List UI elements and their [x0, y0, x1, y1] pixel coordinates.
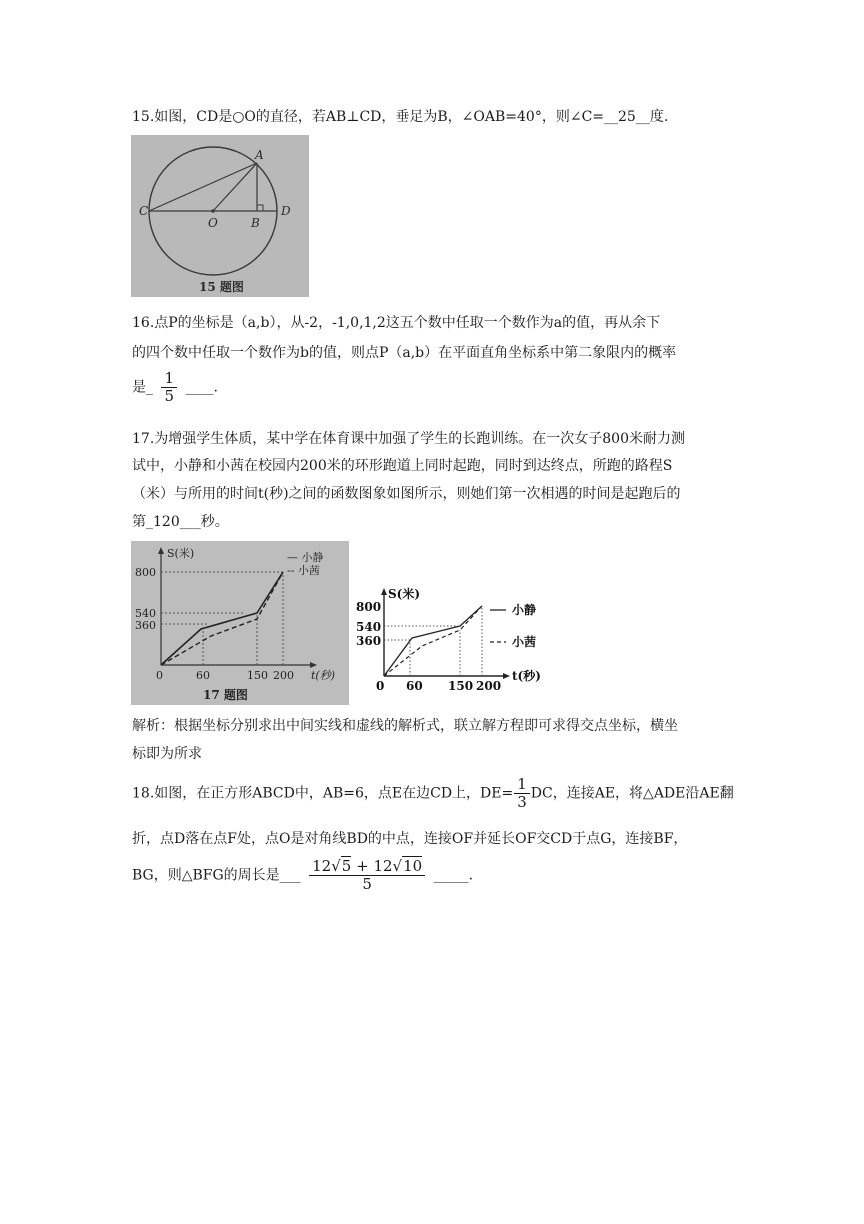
- q17-photo-legend-solid: — 小静: [287, 551, 324, 564]
- q17-photo-legend-dashed: -- 小茜: [287, 564, 320, 577]
- q16-line3: [132, 370, 218, 405]
- q18-ans-r1: 5: [341, 857, 352, 875]
- q17-drawn-ytick-540: 540: [356, 620, 382, 634]
- q17-drawn-legend-dashed: 小茜: [512, 635, 537, 649]
- q15-label-c: C: [139, 204, 149, 218]
- q17-line1: 17.为增强学生体质，某中学在体育课中加强了学生的长跑训练。在一次女子800米耐力测: [132, 431, 685, 447]
- q18-line3: [132, 858, 473, 893]
- q17-drawn-xtick-150: 150: [448, 679, 474, 692]
- q16-suffix: ____.: [185, 379, 218, 396]
- q17-photo-xlabel: t(秒): [311, 669, 336, 682]
- q17-analysis-line2: 标即为所求: [132, 746, 202, 762]
- q15-label-o: O: [208, 216, 218, 230]
- q17-drawn-figure: [354, 580, 554, 692]
- q18-line3-post: _____.: [433, 867, 474, 884]
- q17-drawn-xlabel: t(秒): [512, 669, 541, 683]
- q17-photo-caption: 17 题图: [203, 688, 248, 702]
- q17-line4: 第_120___秒。: [132, 514, 229, 530]
- q17-line3: （米）与所用的时间t(秒)之间的函数图象如图所示，则她们第一次相遇的时间是起跑后的: [132, 486, 681, 502]
- q18-answer-num: 12√5 + 12√10: [309, 858, 425, 876]
- q18-line1-post: DC，连接AE，将△ADE沿AE翻: [530, 785, 734, 802]
- q15-label-d: D: [281, 204, 291, 218]
- q16-prefix: 是_: [132, 379, 153, 396]
- q18-ans-r2: 10: [403, 857, 423, 875]
- q17-drawn-legend-solid: 小静: [512, 603, 537, 617]
- q17-analysis-line1: 解析：根据坐标分别求出中间实线和虚线的解析式，联立解方程即可求得交点坐标，横坐: [132, 718, 678, 734]
- q18-line2: 折，点D落在点F处，点O是对角线BD的中点，连接OF并延长OF交CD于点G，连接BF，: [132, 831, 688, 847]
- q18-line1: [132, 776, 734, 811]
- q18-ans-a: 12: [312, 857, 332, 875]
- q15-caption: 15 题图: [199, 280, 244, 294]
- q15-figure: [131, 135, 309, 297]
- q17-line2: 试中，小静和小茜在校园内200米的环形跑道上同时起跑，同时到达终点，所跑的路程S: [132, 458, 673, 474]
- q17-photo-ytick-360: 360: [135, 619, 156, 632]
- q18-answer-den: 5: [362, 875, 372, 893]
- q17-photo-ylabel: S(米): [167, 547, 195, 560]
- q15-text: 15.如图，CD是○O的直径，若AB⊥CD，垂足为B，∠OAB=40°，则∠C=__25__度.: [132, 109, 669, 125]
- q16-answer-num: 1: [161, 370, 177, 388]
- q17-drawn-ylabel: S(米): [388, 587, 421, 601]
- q16-line1: 16.点P的坐标是（a,b），从-2，-1,0,1,2这五个数中任取一个数作为a的值，再从余下: [132, 315, 661, 331]
- q18-answer-fraction: [309, 858, 425, 893]
- q18-ans-b: 12: [373, 857, 393, 875]
- q18-ans-plus: +: [351, 857, 374, 875]
- q17-photo-xtick-60: 60: [196, 669, 210, 682]
- q16-line2: 的四个数中任取一个数作为b的值，则点P（a,b）在平面直角坐标系中第二象限内的概率: [132, 345, 677, 361]
- q17-photo-ytick-540: 540: [135, 607, 156, 620]
- q18-frac-den: 3: [517, 793, 527, 811]
- q17-photo-xtick-150: 150: [247, 669, 268, 682]
- q18-line3-pre: BG，则△BFG的周长是___: [132, 867, 301, 884]
- q15-label-a: A: [255, 148, 264, 162]
- q15-label-b: B: [251, 216, 260, 230]
- q17-photo-ytick-800: 800: [135, 566, 156, 579]
- q17-photo-figure: [131, 541, 349, 705]
- q17-drawn-xtick-0: 0: [376, 679, 385, 692]
- q17-drawn-xtick-200: 200: [476, 679, 502, 692]
- q17-photo-xtick-200: 200: [273, 669, 294, 682]
- q17-drawn-ytick-360: 360: [356, 634, 382, 648]
- q17-drawn-xtick-60: 60: [406, 679, 423, 692]
- q16-answer-den: 5: [164, 387, 174, 405]
- q18-frac-num: 1: [514, 776, 530, 794]
- q16-answer-fraction: [161, 370, 177, 405]
- q17-drawn-ytick-800: 800: [356, 600, 382, 614]
- q18-line1-pre: 18.如图，在正方形ABCD中，AB=6，点E在边CD上，DE=: [132, 785, 514, 802]
- q18-fraction: [514, 776, 530, 811]
- q17-photo-xtick-0: 0: [156, 669, 163, 682]
